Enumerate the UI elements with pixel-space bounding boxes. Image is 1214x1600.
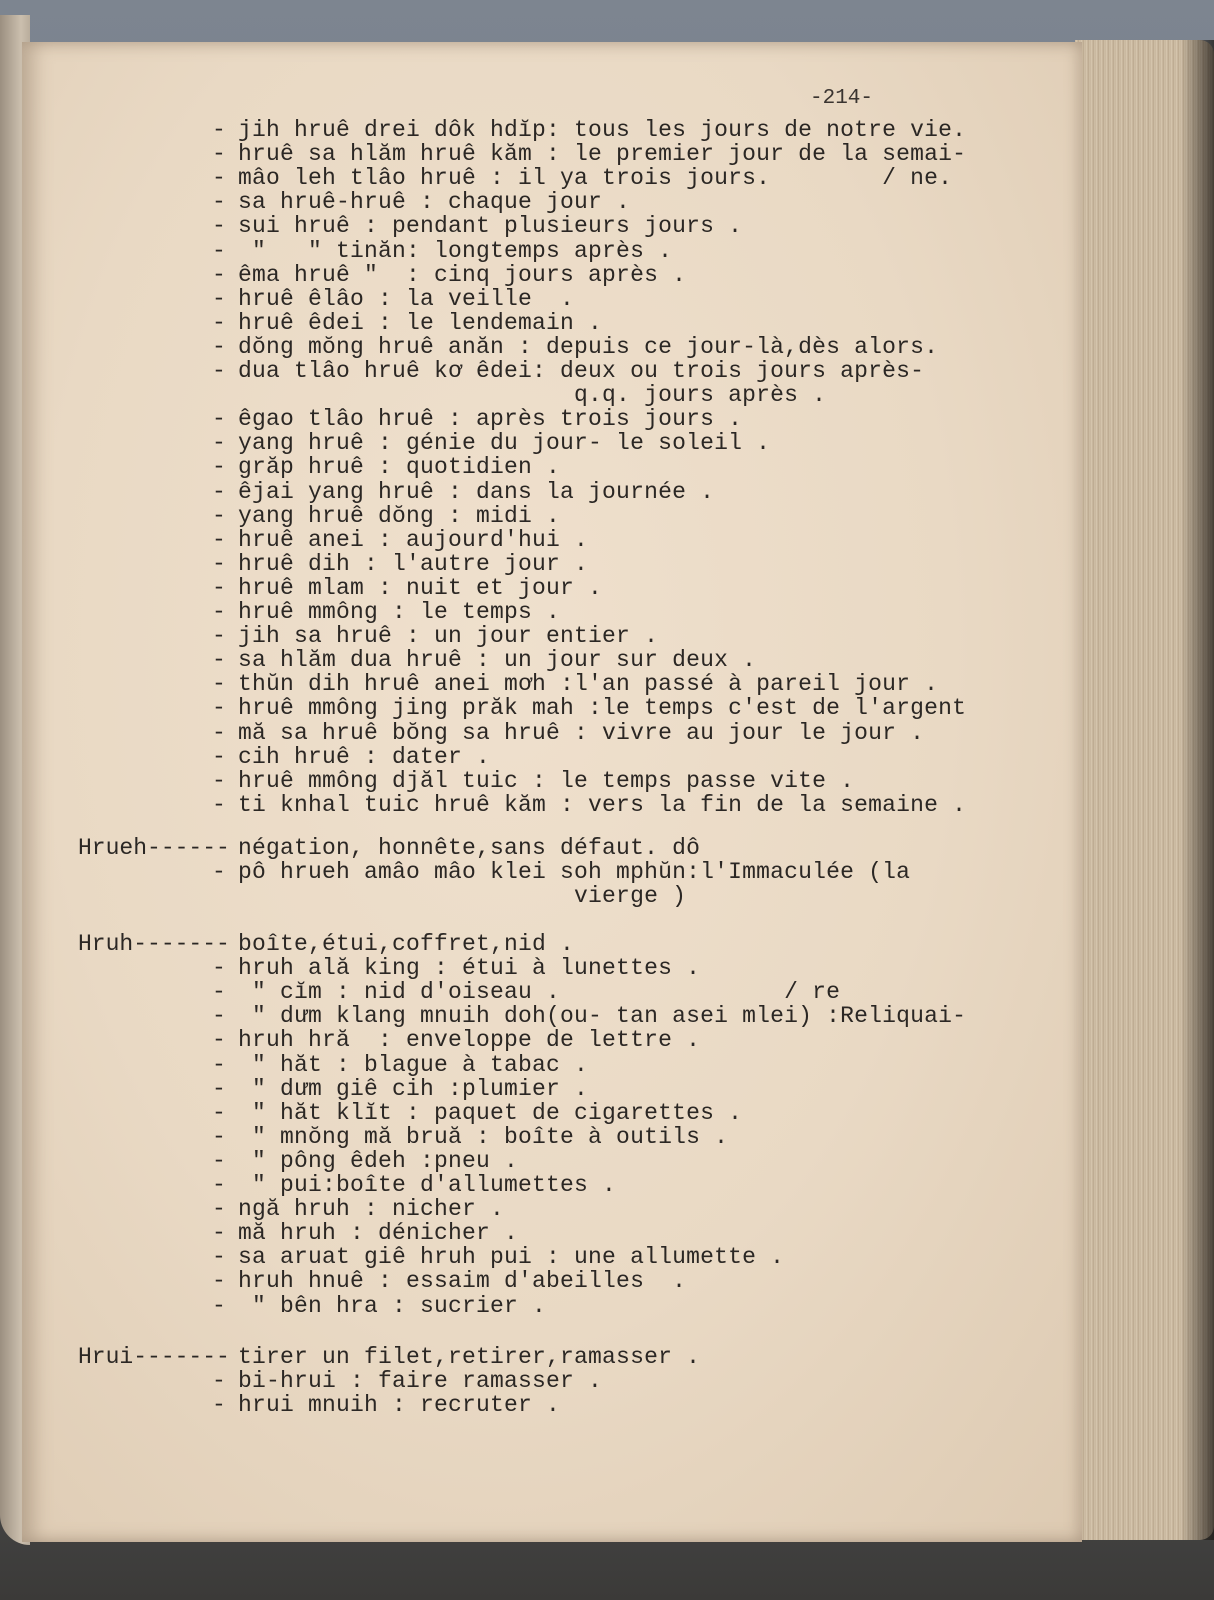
- line-dash: -: [212, 165, 227, 192]
- line-dash: -: [212, 695, 227, 722]
- line-dash: -: [212, 1292, 227, 1319]
- entry-line: [212, 311, 602, 335]
- line-text: q.q. jours après .: [238, 382, 827, 409]
- line-text: dua tlâo hruê kơ êdei: deux ou trois jours après-: [238, 358, 925, 384]
- line-text: hruê êlâo : la veille .: [238, 285, 575, 312]
- line-text: hrui mnuih : recruter .: [238, 1392, 561, 1419]
- line-dash: -: [212, 1220, 227, 1247]
- line-text: hruê êdei : le lendemain .: [238, 309, 603, 336]
- line-text: hruê dih : l'autre jour .: [238, 550, 589, 577]
- line-dash: -: [212, 1075, 227, 1102]
- line-dash: -: [212, 623, 227, 650]
- line-dash: -: [212, 1268, 227, 1295]
- headword: Hruh-------: [78, 931, 230, 957]
- line-text: " mnŏng mă bruă : boîte à outils .: [238, 1123, 729, 1150]
- entry-line: [212, 239, 672, 263]
- line-text: hruê anei : aujourd'hui .: [238, 526, 589, 553]
- line-text: êjai yang hruê : dans la journée .: [238, 478, 715, 505]
- line-dash: -: [212, 647, 227, 674]
- line-dash: -: [212, 1368, 227, 1395]
- line-dash: -: [212, 767, 227, 794]
- line-text: mă sa hruê bŏng sa hruê : vivre au jour le jour .: [238, 719, 925, 746]
- entry-line: [212, 980, 840, 1004]
- line-dash: -: [212, 430, 227, 457]
- line-dash: -: [212, 791, 227, 818]
- line-text: grăp hruê : quotidien .: [238, 454, 561, 481]
- entry-line: [212, 1221, 518, 1245]
- headword: Hrueh------: [78, 835, 230, 861]
- entry-line: [212, 1269, 686, 1293]
- entry-line: [212, 956, 700, 980]
- line-dash: -: [212, 671, 227, 698]
- entry-line: [212, 1245, 784, 1269]
- line-dash: -: [212, 454, 227, 481]
- line-text: jih sa hruê : un jour entier .: [238, 623, 659, 650]
- entry-line: [212, 552, 588, 576]
- line-text: jih hruê drei dôk hdĭp: tous les jours de notre vie.: [238, 117, 967, 143]
- entry-line: [212, 672, 938, 696]
- entry-line: [212, 383, 826, 407]
- line-dash: -: [212, 574, 227, 601]
- line-text: mâo leh tlâo hruê : il ya trois jours. / ne.: [238, 165, 953, 192]
- entry-line: [212, 1149, 518, 1173]
- line-dash: -: [212, 478, 227, 505]
- line-dash: -: [212, 526, 227, 553]
- line-text: boîte,étui,coffret,nid .: [238, 931, 575, 957]
- line-text: pô hrueh amâo mâo klei soh mphŭn:l'Immaculée (la: [238, 859, 911, 886]
- line-text: hruê mlam : nuit et jour .: [238, 574, 603, 601]
- line-text: " cĭm : nid d'oiseau . / re: [238, 979, 841, 1006]
- entry-line: [212, 1053, 588, 1077]
- line-text: êma hruê " : cinq jours après .: [238, 261, 687, 288]
- entry-line: [212, 793, 966, 817]
- entry-line: [212, 696, 966, 720]
- line-text: hruh hră : enveloppe de lettre .: [238, 1027, 701, 1054]
- line-dash: -: [212, 719, 227, 746]
- line-text: " hăt klĭt : paquet de cigarettes .: [238, 1099, 743, 1126]
- line-dash: -: [212, 1003, 227, 1030]
- line-dash: -: [212, 550, 227, 577]
- entry-line: [212, 431, 770, 455]
- line-text: hruê sa hlăm hruê kăm : le premier jour de la semai-: [238, 141, 967, 168]
- entry-line: [212, 1294, 546, 1318]
- line-text: " dưm klang mnuih doh(ou- tan asei mlei) :Reliquai-: [238, 1003, 967, 1030]
- entry-line: [212, 600, 560, 624]
- line-dash: -: [212, 979, 227, 1006]
- line-text: " dưm giê cih :plumier .: [238, 1075, 589, 1102]
- line-text: cih hruê : dater .: [238, 743, 491, 770]
- book-shadow: [1180, 40, 1214, 1540]
- line-dash: -: [212, 955, 227, 982]
- line-text: hruê mmông jing prăk mah :le temps c'est de l'argent: [238, 695, 967, 722]
- entry-line: [212, 624, 658, 648]
- line-text: " " tinăn: longtemps après .: [238, 237, 673, 264]
- entry-line: [212, 142, 966, 166]
- entry-line: [212, 118, 966, 142]
- entry-line: [212, 480, 714, 504]
- entry-line: [212, 860, 910, 884]
- line-dash: -: [212, 189, 227, 216]
- line-text: vierge ): [238, 883, 687, 910]
- entry-line: [212, 359, 924, 383]
- line-dash: -: [212, 358, 227, 384]
- line-dash: -: [212, 502, 227, 529]
- page-number: -214-: [810, 87, 874, 110]
- entry-line: [212, 287, 574, 311]
- line-dash: -: [212, 859, 227, 886]
- line-text: sui hruê : pendant plusieurs jours .: [238, 213, 743, 240]
- entry-line: [212, 214, 742, 238]
- entry-line: [212, 1028, 700, 1052]
- line-text: thŭn dih hruê anei mơh :l'an passé à pareil jour .: [238, 671, 939, 698]
- line-dash: -: [212, 1392, 227, 1419]
- line-text: hruh ală king : étui à lunettes .: [238, 955, 701, 982]
- entry-line: [212, 648, 756, 672]
- line-text: hruê mmông djăl tuic : le temps passe vite .: [238, 767, 855, 794]
- headword: Hrui-------: [78, 1344, 230, 1370]
- entry-line: [212, 190, 630, 214]
- line-text: hruh hnuê : essaim d'abeilles .: [238, 1268, 687, 1295]
- entry-line: [212, 769, 854, 793]
- entry-line: [212, 504, 560, 528]
- entry-line: [212, 721, 924, 745]
- line-dash: -: [212, 1196, 227, 1223]
- line-dash: -: [212, 213, 227, 240]
- line-dash: -: [212, 1147, 227, 1174]
- line-text: " pông êdeh :pneu .: [238, 1147, 519, 1174]
- entry-line: [212, 1125, 728, 1149]
- line-text: " bên hra : sucrier .: [238, 1292, 547, 1319]
- entry-line: [212, 932, 574, 956]
- line-dash: -: [212, 117, 227, 143]
- line-text: sa aruat giê hruh pui : une allumette .: [238, 1244, 785, 1271]
- line-dash: -: [212, 1051, 227, 1078]
- entry-line: [212, 1004, 966, 1028]
- line-text: êgao tlâo hruê : après trois jours .: [238, 406, 743, 433]
- entry-line: [212, 335, 938, 359]
- line-dash: -: [212, 261, 227, 288]
- line-dash: -: [212, 1027, 227, 1054]
- line-dash: -: [212, 309, 227, 336]
- entry-line: [212, 836, 700, 860]
- entry-line: [212, 1101, 742, 1125]
- line-text: mă hruh : dénicher .: [238, 1220, 519, 1247]
- entry-line: [212, 407, 742, 431]
- line-dash: -: [212, 1172, 227, 1198]
- line-text: yang hruê dŏng : midi .: [238, 502, 561, 529]
- line-text: tirer un filet,retirer,ramasser .: [238, 1344, 701, 1370]
- line-dash: -: [212, 1099, 227, 1126]
- entry-line: [212, 1197, 504, 1221]
- line-text: ngă hruh : nicher .: [238, 1196, 505, 1223]
- line-dash: -: [212, 141, 227, 168]
- entry-line: [212, 1077, 588, 1101]
- entry-line: [212, 166, 952, 190]
- line-text: yang hruê : génie du jour- le soleil .: [238, 430, 771, 457]
- entry-line: [212, 1173, 616, 1197]
- line-text: sa hlăm dua hruê : un jour sur deux .: [238, 647, 757, 674]
- entry-line: [212, 576, 602, 600]
- entry-line: [212, 1369, 602, 1393]
- line-text: " pui:boîte d'allumettes .: [238, 1172, 617, 1198]
- line-text: ti knhal tuic hruê kăm : vers la fin de la semaine .: [238, 791, 967, 818]
- line-dash: -: [212, 743, 227, 770]
- entry-line: [212, 745, 490, 769]
- entry-line: [212, 528, 588, 552]
- line-text: " hăt : blague à tabac .: [238, 1051, 589, 1078]
- line-text: bi-hrui : faire ramasser .: [238, 1368, 603, 1395]
- dictionary-page: [22, 42, 1082, 1542]
- line-text: négation, honnête,sans défaut. dô: [238, 835, 701, 861]
- line-text: dŏng mŏng hruê anăn : depuis ce jour-là,dès alors.: [238, 333, 939, 360]
- line-dash: -: [212, 1244, 227, 1271]
- line-dash: -: [212, 237, 227, 264]
- entry-line: [212, 1393, 560, 1417]
- entry-line: [212, 263, 686, 287]
- line-text: hruê mmông : le temps .: [238, 599, 561, 625]
- line-dash: -: [212, 406, 227, 433]
- entry-line: [212, 884, 686, 908]
- line-dash: -: [212, 599, 227, 625]
- line-dash: -: [212, 333, 227, 360]
- line-text: sa hruê-hruê : chaque jour .: [238, 189, 631, 216]
- entry-line: [212, 1345, 700, 1369]
- line-dash: -: [212, 285, 227, 312]
- line-dash: -: [212, 1123, 227, 1150]
- entry-line: [212, 455, 560, 479]
